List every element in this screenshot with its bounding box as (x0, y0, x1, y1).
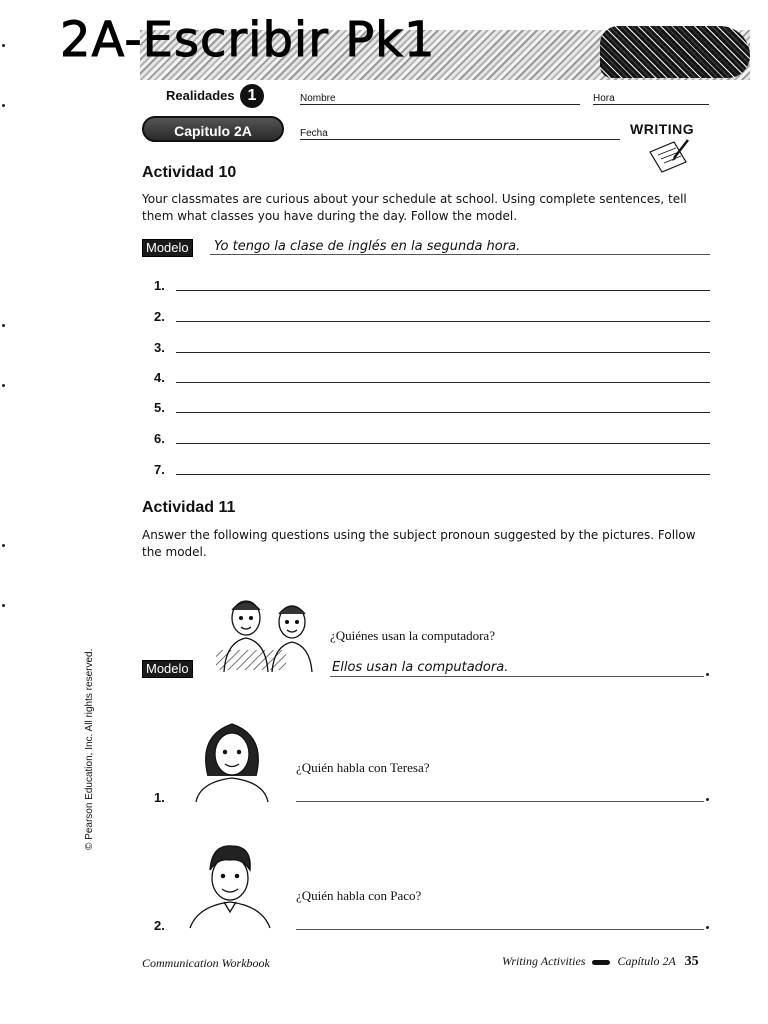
nombre-line[interactable] (300, 104, 580, 105)
period-dot (706, 673, 709, 676)
item-number: 7. (154, 462, 165, 477)
item-number: 2. (154, 918, 165, 933)
actividad-11-title: Actividad 11 (142, 499, 236, 516)
scan-mark (2, 44, 5, 47)
model-question: ¿Quiénes usan la computadora? (330, 628, 495, 643)
modelo-label: Modelo (142, 660, 193, 678)
item-number: 4. (154, 370, 165, 385)
actividad-10-title: Actividad 10 (142, 164, 237, 181)
period-dot (706, 798, 709, 801)
two-boys-icon (212, 592, 324, 676)
girl-portrait-icon (192, 716, 272, 804)
answer-line[interactable] (176, 382, 710, 383)
period-dot (706, 926, 709, 929)
modelo-label: Modelo (142, 239, 193, 257)
realidades-label: Realidades (166, 88, 235, 103)
item-number: 2. (154, 309, 165, 324)
actividad-11-instructions: Answer the following questions using the subject pronoun suggested by the pictures. Follow the model. (142, 528, 696, 559)
answer-line[interactable] (176, 474, 710, 475)
level-badge: 1 (240, 84, 264, 108)
actividad-10-instructions: Your classmates are curious about your schedule at school. Using complete sentences, tell them what classes you have during the day. Follow the model. (142, 192, 687, 223)
item-2-question: ¿Quién habla con Paco? (296, 888, 422, 903)
footer-chapter: Capítulo 2A (617, 954, 676, 968)
chapter-badge: Capitulo 2A (142, 116, 284, 142)
item-number: 6. (154, 431, 165, 446)
hora-line[interactable] (593, 104, 709, 105)
answer-line[interactable] (176, 352, 710, 353)
item-1-question: ¿Quién habla con Teresa? (296, 760, 430, 775)
model-line (210, 254, 710, 255)
pencil-paper-icon (648, 138, 690, 174)
scan-mark (2, 544, 5, 547)
section-label: WRITING (630, 121, 695, 137)
answer-line[interactable] (176, 443, 710, 444)
item-number: 5. (154, 400, 165, 415)
footer-section-label: Writing Activities (502, 954, 586, 968)
scan-mark (2, 324, 5, 327)
item-number: 1. (154, 278, 165, 293)
footer-section (502, 954, 699, 970)
hora-label: Hora (593, 93, 615, 104)
fecha-line[interactable] (300, 139, 620, 140)
answer-line[interactable] (176, 412, 710, 413)
boy-portrait-icon (188, 838, 272, 930)
answer-line[interactable] (176, 321, 710, 322)
answer-line[interactable] (296, 801, 704, 802)
answer-line[interactable] (296, 929, 704, 930)
copyright-notice: © Pearson Education, Inc. All rights reserved. (84, 648, 95, 850)
nombre-label: Nombre (300, 93, 336, 104)
model-line (330, 676, 704, 677)
answer-line[interactable] (176, 290, 710, 291)
item-number: 1. (154, 790, 165, 805)
handwritten-title: 2A-Escribir Pk1 (60, 12, 436, 68)
item-number: 3. (154, 340, 165, 355)
scan-mark (2, 104, 5, 107)
scan-mark (2, 384, 5, 387)
scan-mark (2, 604, 5, 607)
model-answer: Ellos usan la computadora. (332, 660, 509, 675)
footer-workbook-title: Communication Workbook (142, 956, 270, 970)
page-number: 35 (684, 954, 699, 969)
fecha-label: Fecha (300, 128, 328, 139)
scratched-out-name (600, 26, 750, 78)
model-answer: Yo tengo la clase de inglés en la segunda hora. (214, 239, 521, 254)
arrow-icon (592, 960, 610, 965)
